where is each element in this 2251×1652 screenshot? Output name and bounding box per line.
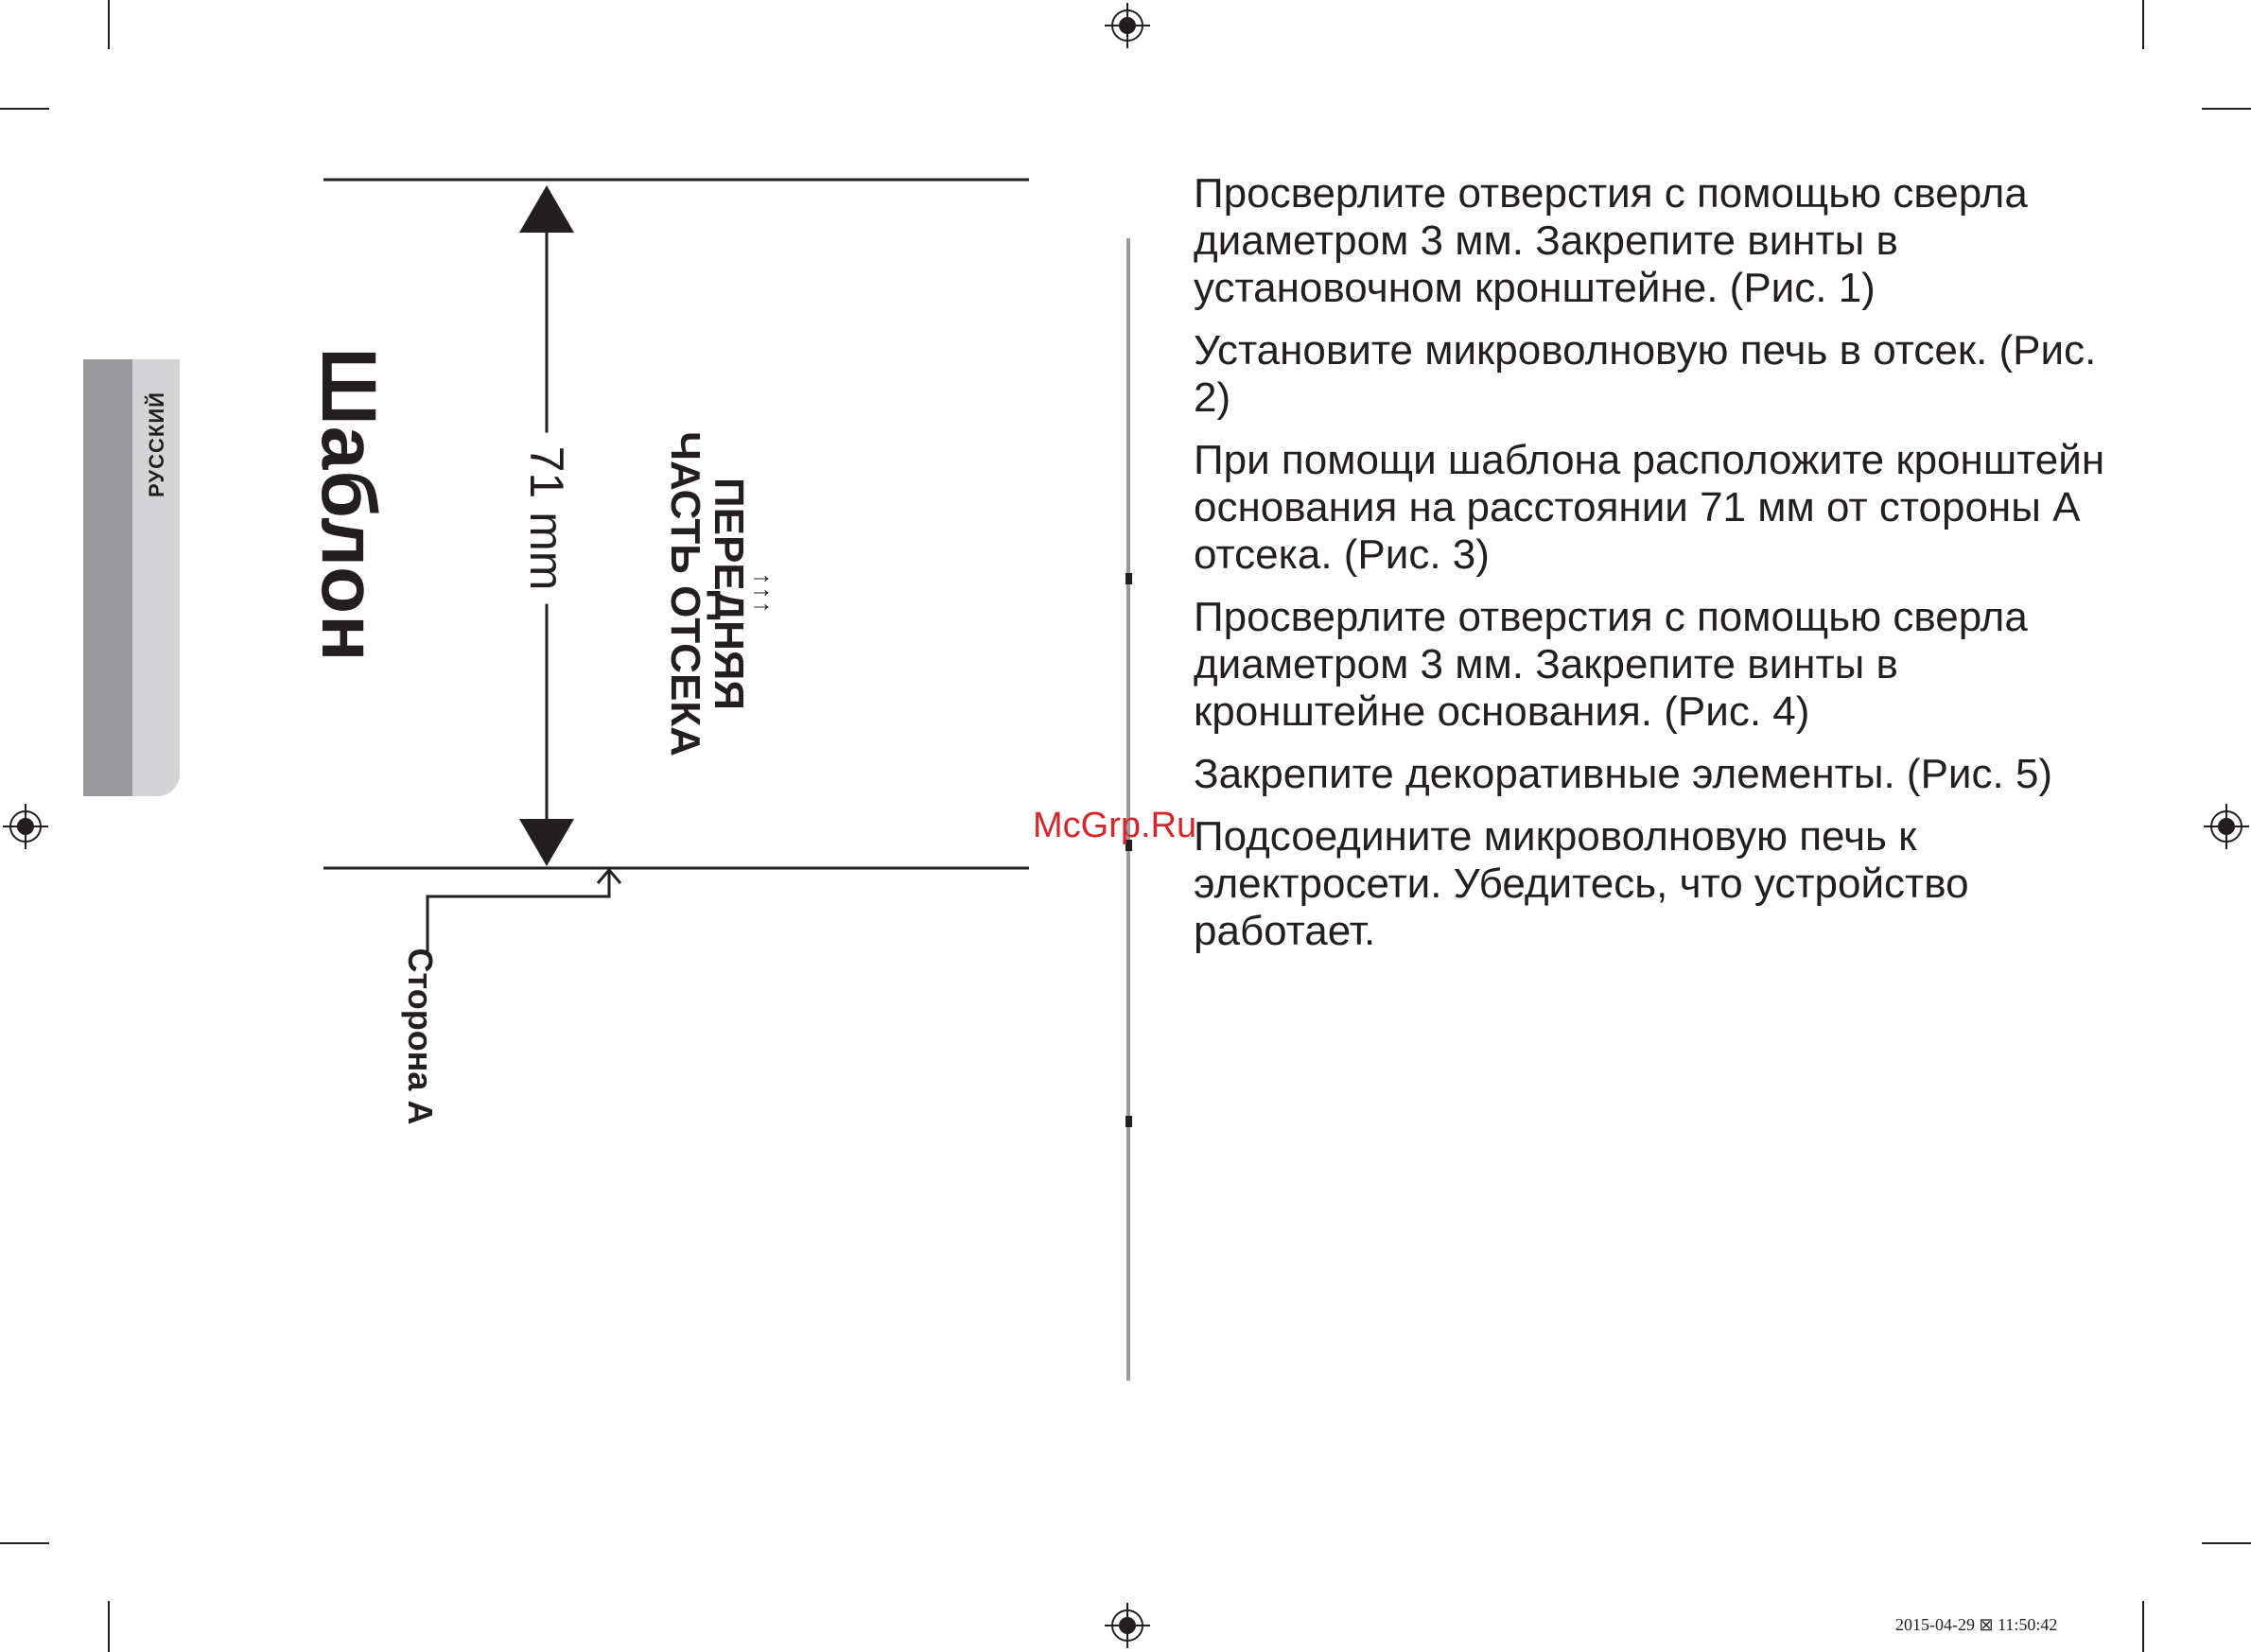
step-1: Просверлите отверстия с помощью сверла диаметром 3 мм. Закрепите винты в установочном кронштейне. (Рис. 1) (1194, 170, 2028, 311)
step-5: Закрепите декоративные элементы. (Рис. 5) (1194, 751, 2053, 797)
front-label-line-2: ЧАСТЬ ОТСЕКА (661, 431, 708, 756)
step-6: Подсоедините микроволновую печь к электросети. Убедитесь, что устройство работает. (1194, 813, 1969, 954)
registration-mark-bottom (1105, 1603, 1150, 1648)
registration-mark-right (2204, 804, 2249, 849)
watermark: McGrp.Ru (1033, 806, 1197, 845)
registration-mark-top (1105, 3, 1150, 48)
side-a-pointer (428, 872, 609, 955)
step-4: Просверлите отверстия с помощью сверла диаметром 3 мм. Закрепите винты в кронштейне основания. (Рис. 4) (1194, 594, 2028, 735)
step-3: При помощи шаблона расположите кронштейн основания на расстоянии 71 мм от стороны А отсека. (Рис. 3) (1194, 437, 2105, 578)
arrow-down-icon (519, 819, 574, 866)
registration-mark-left (3, 804, 48, 849)
front-arrows-icon: ↑↑↑ (748, 572, 777, 616)
step-2: Установите микроволновую печь в отсек. (Рис. 2) (1194, 327, 2097, 421)
front-label-line-1: ПЕРЕДНЯЯ (705, 477, 752, 711)
arrow-up-icon (519, 185, 574, 233)
print-timestamp: 2015-04-29 ⊠ 11:50:42 (1895, 1615, 2058, 1634)
installation-steps (1194, 170, 2139, 970)
